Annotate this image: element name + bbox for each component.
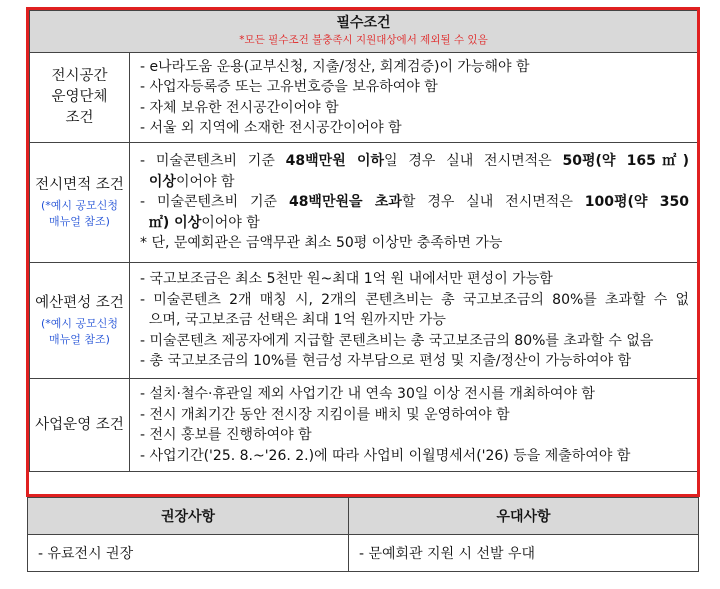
- condition-emphasis: 48백만원 이하: [285, 153, 385, 170]
- condition-text: - e나라도움 운용(교부신청, 지출/정산, 회계검증)이 가능해야 함: [140, 58, 530, 75]
- label-note-line: (*예시 공모신청: [40, 199, 119, 212]
- condition-emphasis: ㎡) 이상: [148, 214, 202, 231]
- section-label-line: 예산편성 조건: [35, 295, 124, 311]
- recommended-item: - 유료전시 권장: [28, 535, 349, 572]
- condition-text: - 사업자등록증 또는 고유번호증을 보유하여야 함: [140, 79, 438, 95]
- section-label-line: 전시면적 조건: [35, 177, 124, 193]
- required-note: *모든 필수조건 불충족시 지원대상에서 제외될 수 있음: [239, 34, 488, 46]
- label-note-line: (*예시 공모신청: [40, 317, 119, 330]
- section-label-line: 조건: [65, 110, 94, 126]
- condition-emphasis: 이상: [148, 173, 176, 190]
- condition-emphasis: 100평(약 350: [584, 194, 689, 211]
- condition-text: - 사업기간('25. 8.~'26. 2.)에 따라 사업비 이월명세서('26) 등을 제출하여야 함: [140, 447, 631, 464]
- condition-text: - 미술콘텐츠비 기준: [140, 153, 286, 170]
- condition-text: - 미술콘텐츠 제공자에게 지급할 콘텐츠비는 총 국고보조금의 80%를 초과할 수 없음: [140, 332, 654, 349]
- condition-text: - 자체 보유한 전시공간이어야 함: [140, 99, 339, 116]
- section-label-line: 전시공간: [51, 68, 108, 84]
- condition-text: - 전시 개최기간 동안 전시장 지킴이를 배치 및 운영하여야 함: [140, 406, 510, 423]
- label-note-line: 매뉴얼 참조): [49, 215, 110, 228]
- extra-conditions-table: [27, 497, 699, 572]
- condition-text: - 설치·철수·휴관일 제외 사업기간 내 연속 30일 이상 전시를 개최하여야 함: [140, 386, 595, 402]
- condition-text: - 미술콘텐츠비 기준: [140, 194, 289, 211]
- condition-text: 이어야 함: [175, 173, 235, 190]
- condition-text: - 총 국고보조금의 10%를 현금성 자부담으로 편성 및 지출/정산이 가능하여야 함: [140, 353, 632, 370]
- section-label-line: 운영단체: [51, 89, 108, 105]
- required-highlight-border: [26, 7, 700, 497]
- condition-emphasis: 48백만원을 초과: [288, 194, 402, 211]
- condition-emphasis: 50평(약 165㎡): [562, 153, 689, 170]
- section-label-line: 사업운영 조건: [35, 416, 124, 433]
- required-title: 필수조건: [336, 15, 391, 31]
- preferential-header: 우대사항: [349, 498, 699, 535]
- condition-text: 이어야 함: [201, 214, 260, 231]
- condition-text: - 국고보조금은 최소 5천만 원~최대 1억 원 내에서만 편성이 가능함: [140, 271, 553, 288]
- condition-text: * 단, 문예회관은 금액무관 최소 50평 이상만 충족하면 가능: [140, 235, 503, 252]
- preferential-item: - 문예회관 지원 시 선발 우대: [349, 535, 699, 572]
- condition-text: - 미술콘텐츠 2개 매칭 시, 2개의 콘텐츠비는 총 국고보조금의 80%를 초과할 수 없: [140, 291, 690, 308]
- condition-text: 으며, 국고보조금 선택은 최대 1억 원까지만 가능: [140, 312, 446, 329]
- condition-text: 일 경우 실내 전시면적은: [384, 153, 563, 170]
- condition-text: - 서울 외 지역에 소재한 전시공간이어야 함: [140, 120, 402, 136]
- recommended-header: 권장사항: [28, 498, 349, 535]
- condition-text: 할 경우 실내 전시면적은: [401, 194, 585, 211]
- label-note-line: 매뉴얼 참조): [49, 333, 110, 346]
- condition-text: - 전시 홍보를 진행하여야 함: [140, 427, 312, 443]
